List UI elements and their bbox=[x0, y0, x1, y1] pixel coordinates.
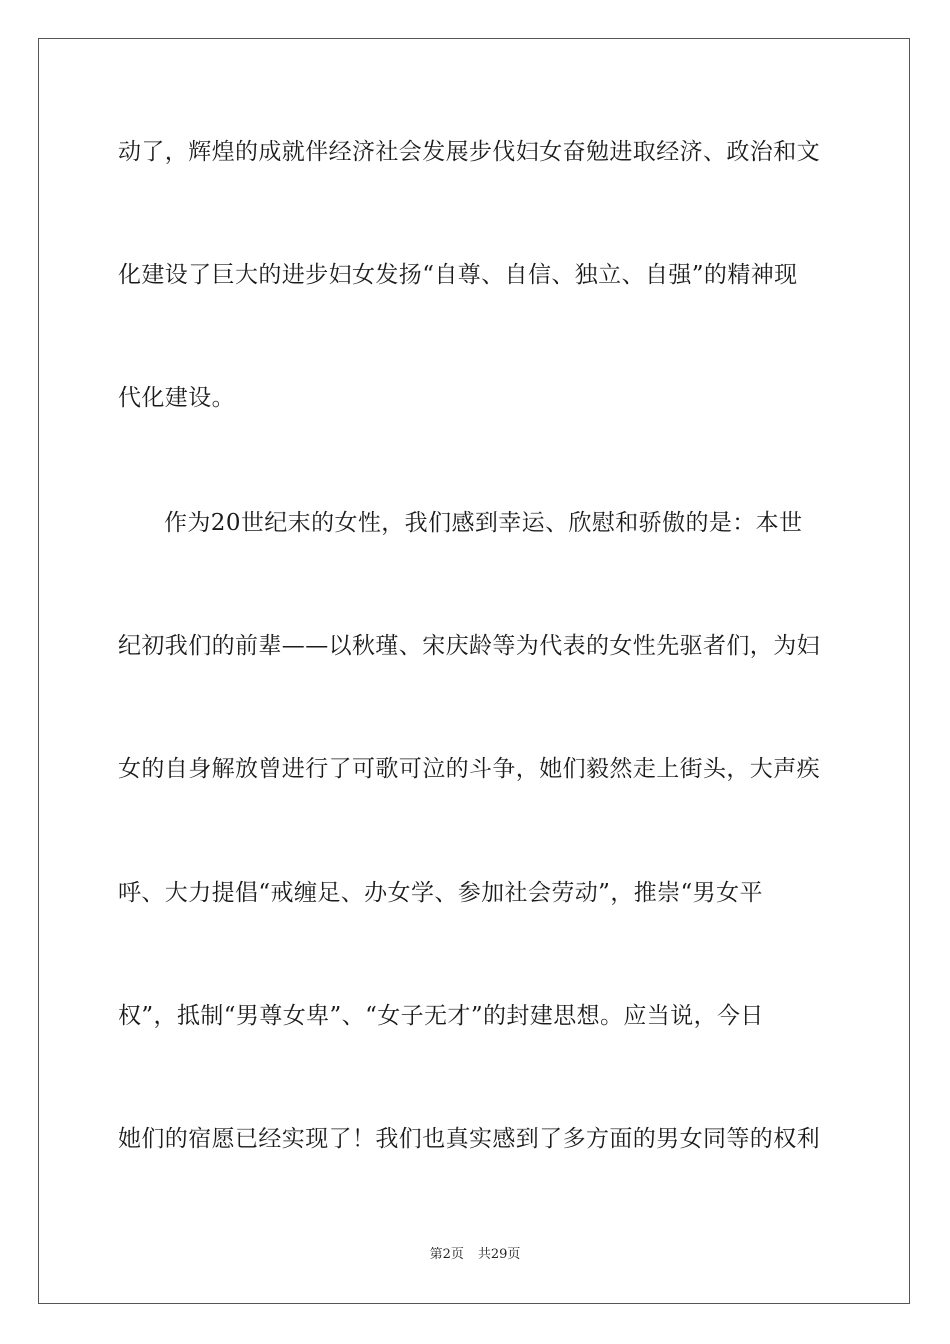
page-border bbox=[38, 38, 910, 1304]
text-line-6: 女的自身解放曾进行了可歌可泣的斗争，她们毅然走上街头，大声疾 bbox=[118, 756, 820, 782]
text-line-4: 作为20世纪末的女性，我们感到幸运、欣慰和骄傲的是：本世 bbox=[164, 510, 803, 536]
text-line-3: 代化建设。 bbox=[118, 385, 235, 411]
text-line-8: 权”，抵制“男尊女卑”、“女子无才”的封建思想。应当说，今日 bbox=[118, 1003, 764, 1029]
page-number: 第2页 bbox=[429, 1247, 464, 1262]
page-footer bbox=[0, 1246, 950, 1264]
text-line-9: 她们的宿愿已经实现了！我们也真实感到了多方面的男女同等的权利 bbox=[118, 1126, 820, 1152]
page-total: 共29页 bbox=[477, 1247, 521, 1262]
text-line-7: 呼、大力提倡“戒缠足、办女学、参加社会劳动”，推崇“男女平 bbox=[118, 880, 763, 906]
text-line-2: 化建设了巨大的进步妇女发扬“自尊、自信、独立、自强”的精神现 bbox=[118, 262, 798, 288]
text-line-5: 纪初我们的前辈——以秋瑾、宋庆龄等为代表的女性先驱者们，为妇 bbox=[118, 633, 820, 659]
text-line-1: 动了，辉煌的成就伴经济社会发展步伐妇女奋勉进取经济、政治和文 bbox=[118, 139, 820, 165]
